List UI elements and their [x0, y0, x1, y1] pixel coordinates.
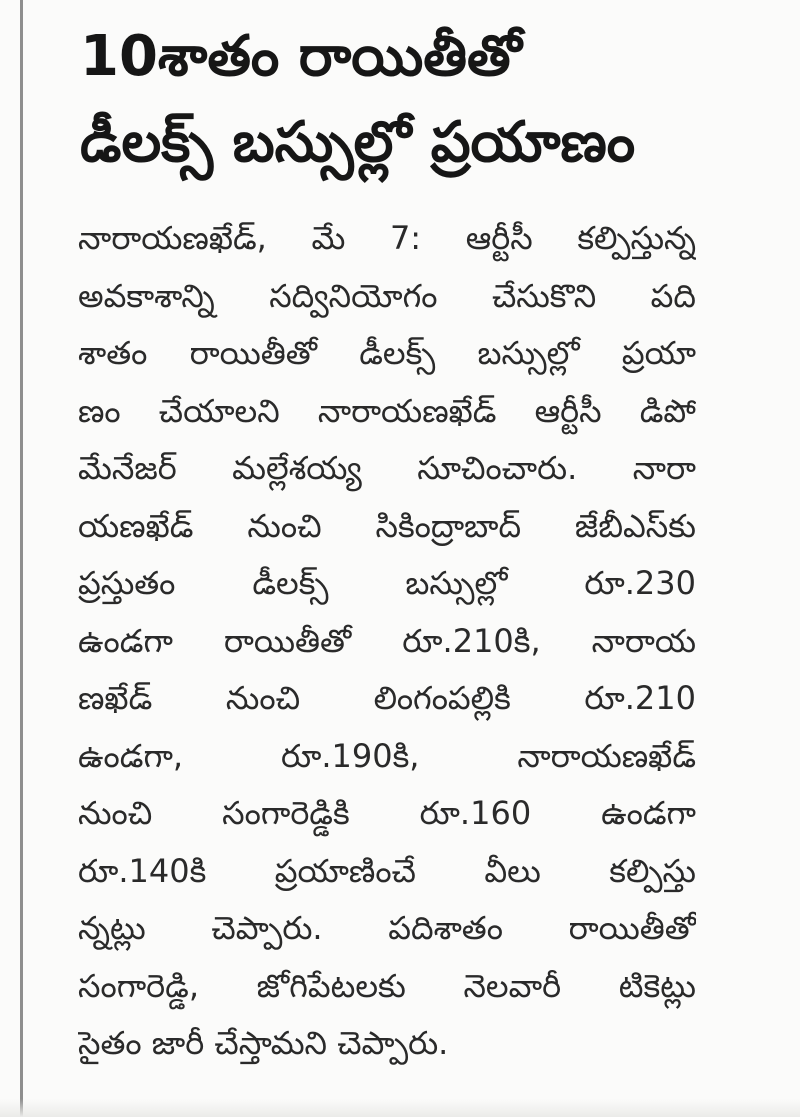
body-line: ణఖేడ్ నుంచి లింగంపల్లికి రూ.210 — [78, 679, 696, 717]
body-line: నారాయణఖేడ్, మే 7: ఆర్టీసీ కల్పిస్తున్న — [78, 219, 696, 257]
body-line: న్నట్లు చెప్పారు. పదిశాతం రాయితీతో — [78, 909, 696, 947]
body-line: యణఖేడ్ నుంచి సికింద్రాబాద్ జేబీఎస్‌కు — [78, 506, 696, 545]
body-line: ఉండగా, రూ.190కి, నారాయణఖేడ్ — [78, 736, 696, 775]
body-line: అవకాశాన్ని సద్వినియోగం చేసుకొని పది — [78, 276, 696, 315]
article-headline — [80, 14, 770, 186]
headline-line-1: 10శాతం రాయితీతో — [80, 24, 522, 89]
body-line-last: సైతం జారీ చేస్తామని చెప్పారు. — [78, 1024, 449, 1062]
body-line: నుంచి సంగారెడ్డికి రూ.160 ఉండగా — [78, 794, 696, 832]
body-line: రూ.140కి ప్రయాణించే వీలు కల్పిస్తు — [78, 851, 696, 890]
body-line: ప్రస్తుతం డీలక్స్ బస్సుల్లో రూ.230 — [78, 564, 696, 602]
body-line: మేనేజర్ మల్లేశయ్య సూచించారు. నారా — [78, 449, 696, 487]
body-line: సంగారెడ్డి, జోగిపేటలకు నెలవారీ టికెట్లు — [78, 966, 696, 1005]
headline-line-2: డీలక్స్ బస్సుల్లో ప్రయాణం — [80, 110, 636, 175]
body-line: ణం చేయాలని నారాయణఖేడ్ ఆర్టీసీ డిపో — [78, 391, 696, 430]
body-line: ఉండగా రాయితీతో రూ.210కి, నారాయ — [78, 621, 696, 660]
article-body — [78, 210, 696, 1073]
page-bottom-edge — [0, 1099, 800, 1117]
column-divider-line — [20, 0, 23, 1117]
body-line: శాతం రాయితీతో డీలక్స్ బస్సుల్లో ప్రయా — [78, 334, 696, 372]
